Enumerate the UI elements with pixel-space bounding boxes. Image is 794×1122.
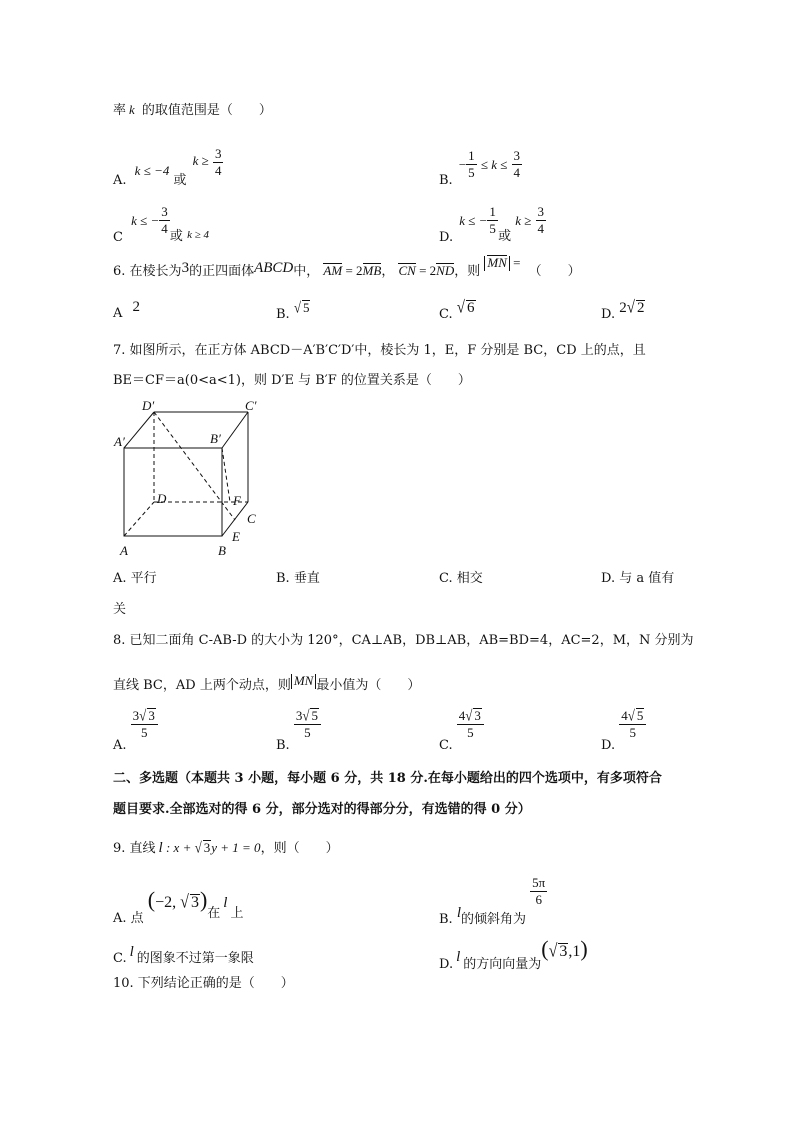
radicand: 5 (302, 300, 310, 315)
q8-option-b[interactable] (276, 706, 321, 754)
q8-option-c[interactable] (439, 706, 484, 754)
denominator: 4 (161, 220, 168, 236)
q6-vector-mb: MB (362, 263, 382, 278)
q7-option-a[interactable]: A. 平行 (113, 571, 157, 586)
q9-a-point: (−2, √ 3) (147, 887, 208, 913)
numerator: 1 (468, 148, 475, 163)
q8-d-fraction (619, 708, 646, 739)
option-label: C (113, 229, 123, 245)
label-b1: B′ (210, 431, 221, 446)
option-label: D. (439, 957, 454, 972)
coefficient: 4 (458, 708, 466, 723)
q5-d-part1: k ≤ − (459, 212, 488, 228)
q9-eq-b: y + 1 = 0 (211, 840, 261, 855)
q5-b-fraction2 (512, 149, 523, 179)
q5-option-a[interactable] (113, 137, 223, 188)
q5-b-minus: − (458, 156, 467, 172)
q6-eq2: = 2 (415, 263, 437, 278)
q9-c-text: 的图象不过第一象限 (136, 951, 254, 966)
q8-a-fraction (131, 708, 158, 739)
q9-b-l: l (456, 904, 461, 921)
numerator: 5π (532, 875, 546, 890)
option-label: C. (439, 307, 453, 322)
q6-vector-cn: CN (398, 263, 416, 278)
denominator: 5 (489, 220, 496, 236)
denominator: 4 (513, 164, 520, 180)
label-e: E (232, 529, 240, 544)
coefficient: 3 (295, 708, 303, 723)
q5-d-or: 或 (498, 228, 512, 244)
q6-number: 6. (113, 264, 126, 279)
q9-option-a[interactable] (113, 887, 244, 926)
q6-abs-mn (484, 256, 510, 271)
q6-c-radical: √ 6 (456, 298, 475, 318)
option-label: B. (439, 911, 453, 927)
option-label: C. (439, 738, 453, 754)
q9-d-rest: ,1 (568, 943, 581, 960)
q6-vector-am: AM (323, 263, 343, 278)
option-label: D. (601, 307, 616, 322)
q9-a-text: 在 (207, 906, 221, 921)
q9-a-l: l (223, 895, 228, 911)
q8-abs-mn (291, 674, 317, 689)
q5-b-fraction1 (466, 149, 477, 179)
denominator: 5 (304, 724, 311, 740)
q9-radical: √ 3 (194, 838, 211, 857)
option-label: B. (439, 172, 453, 188)
q9-a-text2: 上 (230, 906, 244, 921)
radicand: 3 (474, 708, 481, 723)
q8-mn: MN (293, 673, 314, 688)
q5-a-part1: k ≤ −4 (134, 162, 170, 178)
label-a: A (120, 543, 128, 558)
q5-stem-b: 的取值范围是（ ） (137, 103, 272, 118)
label-f: F (233, 493, 241, 508)
cube-figure (112, 398, 272, 563)
q8-line2 (113, 673, 421, 693)
radicand: 3 (559, 943, 568, 960)
q9-c-l: l (129, 944, 134, 960)
q5-option-b[interactable] (439, 137, 522, 188)
q7-option-c[interactable]: C. 相交 (439, 571, 483, 586)
q5-d-fraction1 (487, 205, 498, 235)
q7-option-d-cont: 关 (113, 602, 127, 617)
q6-b-radical: √ 5 (293, 298, 310, 317)
q5-a-fraction (213, 147, 224, 177)
q6-three: 3 (181, 260, 190, 276)
q6-a-value: 2 (132, 299, 141, 315)
q8-option-a[interactable] (113, 706, 158, 754)
label-d1: D′ (142, 398, 155, 413)
q6-d-radical: 2√ 2 (619, 298, 645, 318)
q9-number: 9. 直线 (113, 841, 156, 856)
coefficient: 4 (621, 708, 628, 723)
q6-vector-mn: MN (487, 255, 507, 270)
numerator: 3√ 5 (294, 708, 321, 725)
q6-text1: 在棱长为 (129, 264, 182, 279)
q6-eq3: = (509, 255, 521, 270)
q9-b-fraction (530, 876, 547, 906)
numerator: 3√ 3 (131, 708, 158, 725)
radicand: 6 (467, 300, 475, 316)
q9-eq-a: : x + (162, 840, 195, 855)
label-a1: A′ (114, 434, 125, 449)
numerator: 3 (537, 204, 545, 219)
numerator: 1 (489, 204, 496, 219)
q8-line1: 8. 已知二面角 C-AB-D 的大小为 120°，CA⊥AB，DB⊥AB，AB=BD=4，AC=2，M，N 分别为 (113, 633, 694, 648)
option-label: D. (439, 229, 454, 245)
numerator: 4√ 5 (619, 708, 646, 725)
q9-d-vector: (√ 3,1) (541, 936, 588, 962)
q8-c-fraction (457, 708, 484, 739)
q6-option-a[interactable] (113, 299, 141, 321)
label-b: B (218, 543, 226, 558)
q9-option-b[interactable] (439, 875, 547, 927)
q6-comma2: ，则 (454, 264, 481, 279)
q9-stem (113, 840, 339, 856)
label-c: C (247, 511, 256, 526)
q6-vector-nd: ND (436, 263, 455, 278)
q6-option-d[interactable] (601, 298, 645, 322)
option-label: A (113, 306, 123, 321)
q9-b-text: 的倾斜角为 (461, 911, 527, 927)
q5-a-or: 或 (173, 172, 187, 188)
denominator: 6 (535, 891, 542, 907)
q9-option-d[interactable] (439, 936, 588, 972)
q7-option-b[interactable]: B. 垂直 (276, 571, 320, 586)
numerator: 3 (513, 148, 520, 163)
coefficient: 2 (619, 300, 627, 316)
q9-tail: ，则（ ） (260, 841, 339, 856)
option-label: D. (601, 738, 616, 754)
q6-option-c[interactable] (439, 298, 476, 322)
q5-c-or: 或 (169, 228, 183, 244)
radicand: 3 (190, 894, 199, 911)
q5-c-fraction (159, 205, 170, 235)
q5-b-mid: ≤ k ≤ (480, 156, 508, 172)
q9-d-l: l (456, 949, 461, 965)
q7-option-d[interactable]: D. 与 a 值有 (601, 571, 675, 586)
q5-option-d[interactable] (439, 193, 546, 245)
radicand: 5 (636, 708, 644, 723)
denominator: 4 (214, 162, 222, 178)
q5-c-part2: k ≥ 4 (187, 228, 209, 241)
q6-stem (113, 255, 581, 279)
numerator: 3 (214, 146, 222, 161)
q9-l: l (158, 840, 163, 856)
option-label: A. (113, 738, 127, 754)
q6-text2: 的正四面体 (189, 264, 255, 279)
denominator: 5 (140, 724, 148, 740)
q5-stem-a: 率 (113, 103, 127, 118)
numerator: 4√ 3 (457, 708, 484, 725)
q9-option-c[interactable] (113, 944, 254, 966)
q9-d-text: 的方向向量为 (463, 957, 542, 972)
q6-option-b[interactable] (276, 298, 310, 322)
q5-d-part2: k ≥ (515, 212, 532, 228)
denominator: 5 (629, 724, 637, 740)
radicand: 3 (203, 840, 211, 855)
q8-line2b: 最小值为（ ） (316, 678, 421, 693)
q6-paren: （ ） (528, 264, 581, 279)
q6-abcd: ABCD (254, 260, 294, 276)
option-label: B. (276, 307, 290, 322)
denominator: 4 (537, 220, 545, 236)
q8-option-d[interactable] (601, 706, 646, 754)
radicand: 5 (311, 708, 318, 723)
section2-heading-line2: 题目要求.全部选对的得 6 分，部分选对的得部分分，有选错的得 0 分） (113, 802, 531, 817)
q8-line2a: 直线 BC，AD 上两个动点，则 (113, 678, 291, 693)
label-c1: C′ (245, 398, 257, 413)
q5-c-part1: k ≤ − (131, 212, 160, 228)
numerator: 3 (161, 204, 168, 219)
option-label: A. (113, 172, 127, 188)
q6-comma1: ， (381, 264, 395, 279)
denominator: 5 (467, 724, 474, 740)
q9-a-point-x: −2, (155, 894, 181, 911)
radicand: 3 (148, 708, 155, 723)
q5-d-fraction2 (536, 205, 547, 235)
q10-stem: 10. 下列结论正确的是（ ） (113, 976, 294, 991)
section2-heading-line1: 二、多选题（本题共 3 小题，每小题 6 分，共 18 分.在每小题给出的四个选项中，有多项符合 (113, 771, 662, 786)
denominator: 5 (468, 164, 475, 180)
q5-a-part2: k ≥ (192, 152, 209, 168)
q7-line1: 7. 如图所示，在正方体 ABCD－A′B′C′D′中，棱长为 1，E，F 分别是 BC，CD 上的点，且 (113, 343, 646, 358)
option-label: B. (276, 738, 290, 754)
label-d: D (157, 491, 167, 506)
coefficient: 3 (132, 708, 140, 723)
q6-text3: 中， (293, 264, 320, 279)
q5-stem (113, 103, 272, 117)
q6-eq1: = 2 (342, 263, 363, 278)
q8-b-fraction (294, 708, 321, 739)
q5-stem-k: k (129, 102, 135, 117)
option-label: A. 点 (113, 911, 144, 926)
option-label: C. (113, 951, 127, 966)
radicand: 2 (636, 300, 645, 316)
q7-line2: BE＝CF＝a(0<a<1)，则 D′E 与 B′F 的位置关系是（ ） (113, 373, 471, 388)
